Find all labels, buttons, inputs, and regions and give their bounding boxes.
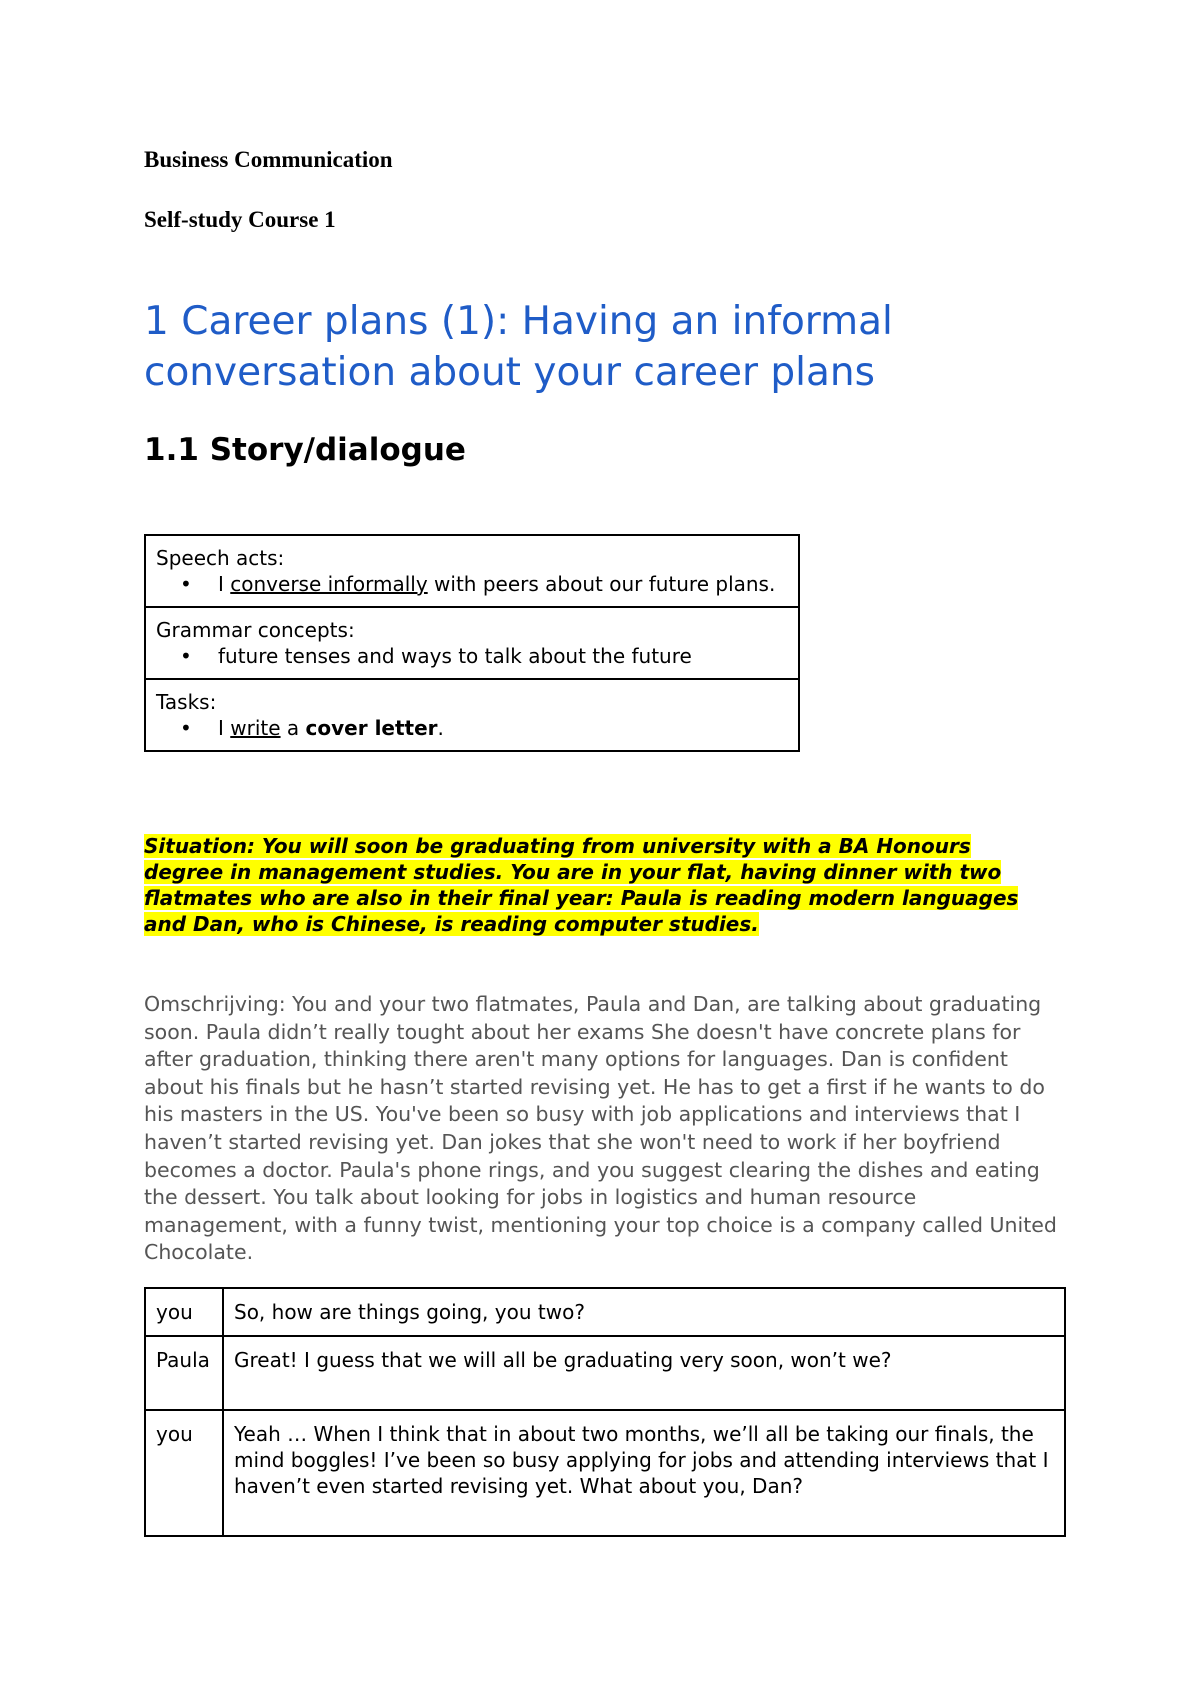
line-cell: So, how are things going, you two? (223, 1288, 1065, 1336)
bullet-icon: • (180, 716, 192, 740)
tasks-item-bold: cover letter (305, 716, 438, 740)
line-cell: Yeah … When I think that in about two months, we’ll all be taking our finals, the mind boggles! I’ve been so busy applying for jobs and attending interviews that I haven’t even started revising yet. What about you, Dan? (223, 1410, 1065, 1536)
table-row (145, 1410, 1065, 1536)
situation-text: Situation: You will soon be graduating from university with a BA Honours degree in management studies. You are in your flat, having dinner with two flatmates who are also in their final year: Paula is reading modern languages and Dan, who is Chinese, is reading computer studies. (144, 834, 1019, 936)
document-course: Self-study Course 1 (144, 207, 336, 232)
speaker-cell: you (145, 1288, 223, 1336)
speech-acts-list (156, 571, 788, 597)
description-paragraph: Omschrijving: You and your two flatmates, Paula and Dan, are talking about graduating soon. Paula didn’t really tought about her exams She doesn't have concrete plans for after graduation, thinking there aren't many options for languages. Dan is confident about his finals but he hasn’t started revising yet. He has to get a first if he wants to do his masters in the US. You've been so busy with job applications and interviews that I haven’t started revising yet. Dan jokes that she won't need to work if her boyfriend becomes a doctor. Paula's phone rings, and you suggest clearing the dishes and eating the dessert. You talk about looking for jobs in logistics and human resource management, with a funny twist, mentioning your top choice is a company called United Chocolate. (144, 992, 1057, 1265)
dialogue-table (144, 1287, 1066, 1537)
table-row (145, 1336, 1065, 1410)
speech-acts-item-post: with peers about our future plans. (427, 572, 776, 596)
grammar-list (156, 643, 788, 669)
list-item (180, 715, 788, 741)
tasks-list (156, 715, 788, 741)
list-item (180, 643, 788, 669)
list-item (180, 571, 788, 597)
speech-acts-cell (145, 535, 799, 607)
speech-acts-item-pre: I (218, 572, 231, 596)
speech-acts-label: Speech acts: (156, 546, 285, 570)
tasks-item-underline: write (230, 716, 281, 740)
tasks-cell (145, 679, 799, 751)
speaker-cell: Paula (145, 1336, 223, 1410)
speech-acts-item-underline: converse informally (230, 572, 428, 596)
bullet-icon: • (180, 572, 192, 596)
situation-paragraph (144, 833, 1044, 937)
grammar-row (145, 607, 799, 679)
grammar-label: Grammar concepts: (156, 618, 355, 642)
chapter-title: 1 Career plans (1): Having an informal conversation about your career plans (144, 299, 893, 395)
speech-acts-row (145, 535, 799, 607)
bullet-icon: • (180, 644, 192, 668)
learning-goals-table (144, 534, 800, 752)
tasks-item-post: . (437, 716, 444, 740)
tasks-label: Tasks: (156, 690, 217, 714)
grammar-item: future tenses and ways to talk about the future (218, 644, 692, 668)
document-subject: Business Communication (144, 147, 393, 172)
table-row (145, 1288, 1065, 1336)
speaker-cell: you (145, 1410, 223, 1536)
tasks-item-mid: a (280, 716, 306, 740)
tasks-item-pre: I (218, 716, 231, 740)
section-title: 1.1 Story/dialogue (144, 432, 466, 468)
tasks-row (145, 679, 799, 751)
grammar-cell (145, 607, 799, 679)
line-cell: Great! I guess that we will all be graduating very soon, won’t we? (223, 1336, 1065, 1410)
